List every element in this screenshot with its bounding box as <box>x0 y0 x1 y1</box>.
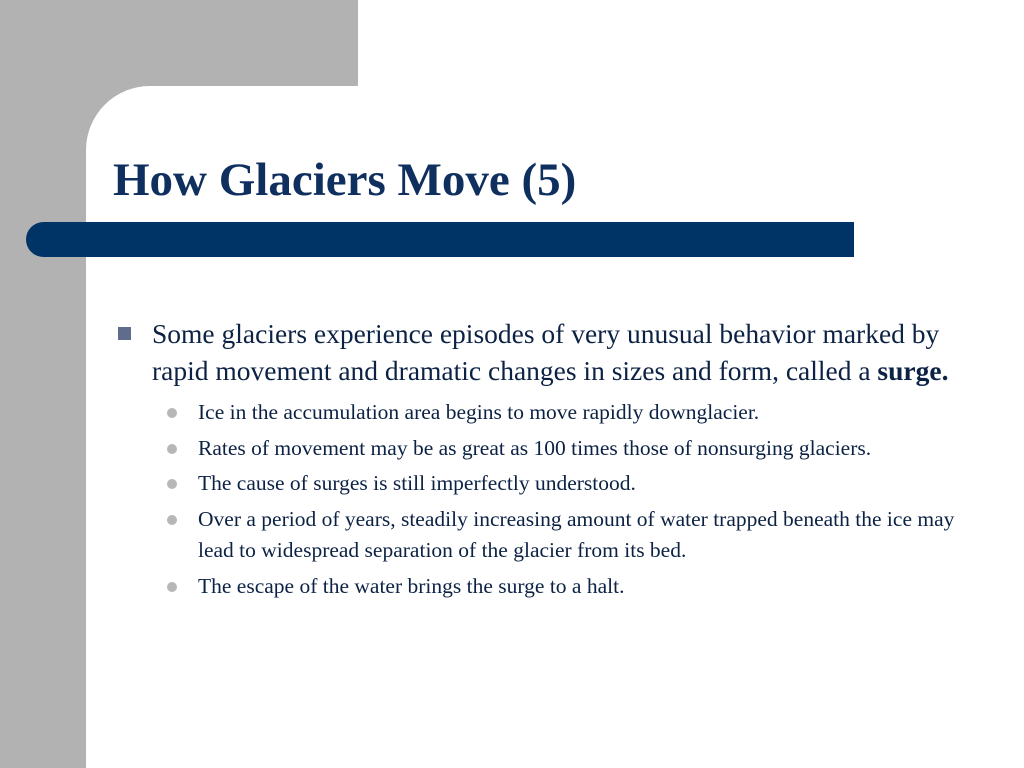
square-bullet-icon <box>118 327 131 340</box>
sub-bullet-text: The cause of surges is still imperfectly understood. <box>198 471 636 495</box>
sub-bullet-text: The escape of the water brings the surge to a halt. <box>198 573 625 598</box>
slide-title: How Glaciers Move (5) <box>113 154 577 206</box>
sub-bullet-item <box>113 433 993 465</box>
sub-bullet-item <box>113 468 993 500</box>
sub-bullet-item <box>113 397 993 429</box>
main-bullet-text: Some glaciers experience episodes of very unusual behavior marked by rapid movement and dramatic changes in sizes and form, called a <box>152 318 940 386</box>
title-accent-bar <box>26 222 854 257</box>
sub-bullet-item <box>113 504 993 567</box>
slide-body <box>113 315 993 606</box>
main-bullet-emphasis: surge. <box>877 355 949 386</box>
round-bullet-icon <box>167 444 177 454</box>
round-bullet-icon <box>167 408 177 418</box>
sub-bullet-text: Ice in the accumulation area begins to move rapidly downglacier. <box>198 400 760 424</box>
sub-bullet-text: Rates of movement may be as great as 100 times those of nonsurging glaciers. <box>198 435 872 460</box>
round-bullet-icon <box>167 515 177 525</box>
main-bullet <box>113 315 993 389</box>
sub-bullet-text: Over a period of years, steadily increasing amount of water trapped beneath the ice may lead to widespread separation of the glacier from its bed. <box>198 506 955 562</box>
sub-bullet-item <box>113 571 993 603</box>
sub-bullet-list <box>113 397 993 602</box>
round-bullet-icon <box>167 479 177 489</box>
round-bullet-icon <box>167 582 177 592</box>
